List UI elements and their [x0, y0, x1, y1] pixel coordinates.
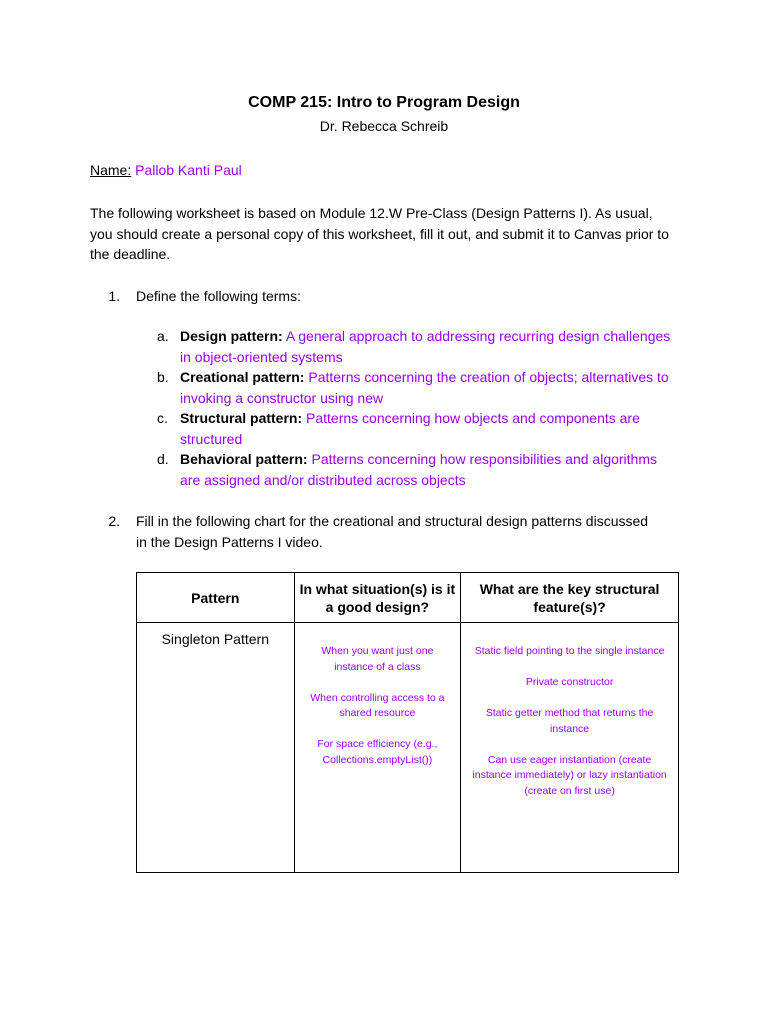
term-letter: c. [157, 410, 168, 426]
header-pattern: Pattern [137, 573, 295, 623]
table-row [137, 623, 679, 873]
term-answer: A general approach to addressing recurring design challenges in object-oriented systems [180, 328, 671, 365]
term-definitions-list [150, 326, 680, 490]
term-answer: Patterns concerning the creation of objects; alternatives to invoking a constructor using new [180, 369, 669, 406]
question-2-number: 2. [108, 513, 120, 529]
student-name-line [90, 162, 242, 178]
feature-item: Static field pointing to the single instance [474, 645, 665, 657]
question-2-text: Fill in the following chart for the creational and structural design patterns discussed in the Design Patterns I video. [136, 513, 649, 550]
term-item [150, 449, 680, 490]
pattern-name-cell: Singleton Pattern [137, 623, 295, 873]
table-header-row [137, 573, 679, 623]
term-name: Behavioral pattern: [180, 451, 308, 467]
instructor-name: Dr. Rebecca Schreib [319, 118, 449, 134]
page-title: COMP 215: Intro to Program Design [248, 94, 520, 111]
design-patterns-table [136, 572, 679, 873]
term-item [150, 367, 680, 408]
situations-cell [294, 623, 461, 873]
situation-item: For space efficiency (e.g., Collections.emptyList()) [317, 738, 438, 766]
name-label: Name: [90, 162, 132, 178]
term-item [150, 408, 680, 449]
student-name: Pallob Kanti Paul [135, 162, 242, 178]
term-item [150, 326, 680, 367]
feature-item: Static getter method that returns the instance [485, 707, 654, 735]
features-cell [461, 623, 679, 873]
term-answer: Patterns concerning how responsibilities and algorithms are assigned and/or distributed across objects [180, 451, 657, 488]
question-1-text: Define the following terms: [136, 288, 301, 304]
term-letter: a. [157, 328, 169, 344]
term-name: Design pattern: [180, 328, 283, 344]
situation-item: When you want just one instance of a class [321, 645, 434, 673]
term-letter: d. [157, 451, 169, 467]
term-name: Creational pattern: [180, 369, 305, 385]
term-answer: Patterns concerning how objects and components are structured [180, 410, 640, 447]
feature-item: Private constructor [525, 676, 614, 688]
header-situations: In what situation(s) is it a good design? [294, 573, 461, 623]
intro-paragraph: The following worksheet is based on Module 12.W Pre-Class (Design Patterns I). As usual, you should create a personal copy of this worksheet, fill it out, and submit it to Canvas prior to the deadline. [90, 205, 669, 263]
question-1-number: 1. [108, 288, 120, 304]
feature-item: Can use eager instantiation (create instance immediately) or lazy instantiation (create on first use) [472, 753, 667, 797]
term-name: Structural pattern: [180, 410, 303, 426]
situation-item: When controlling access to a shared resource [310, 691, 445, 719]
header-features: What are the key structural feature(s)? [461, 573, 679, 623]
term-letter: b. [157, 369, 169, 385]
